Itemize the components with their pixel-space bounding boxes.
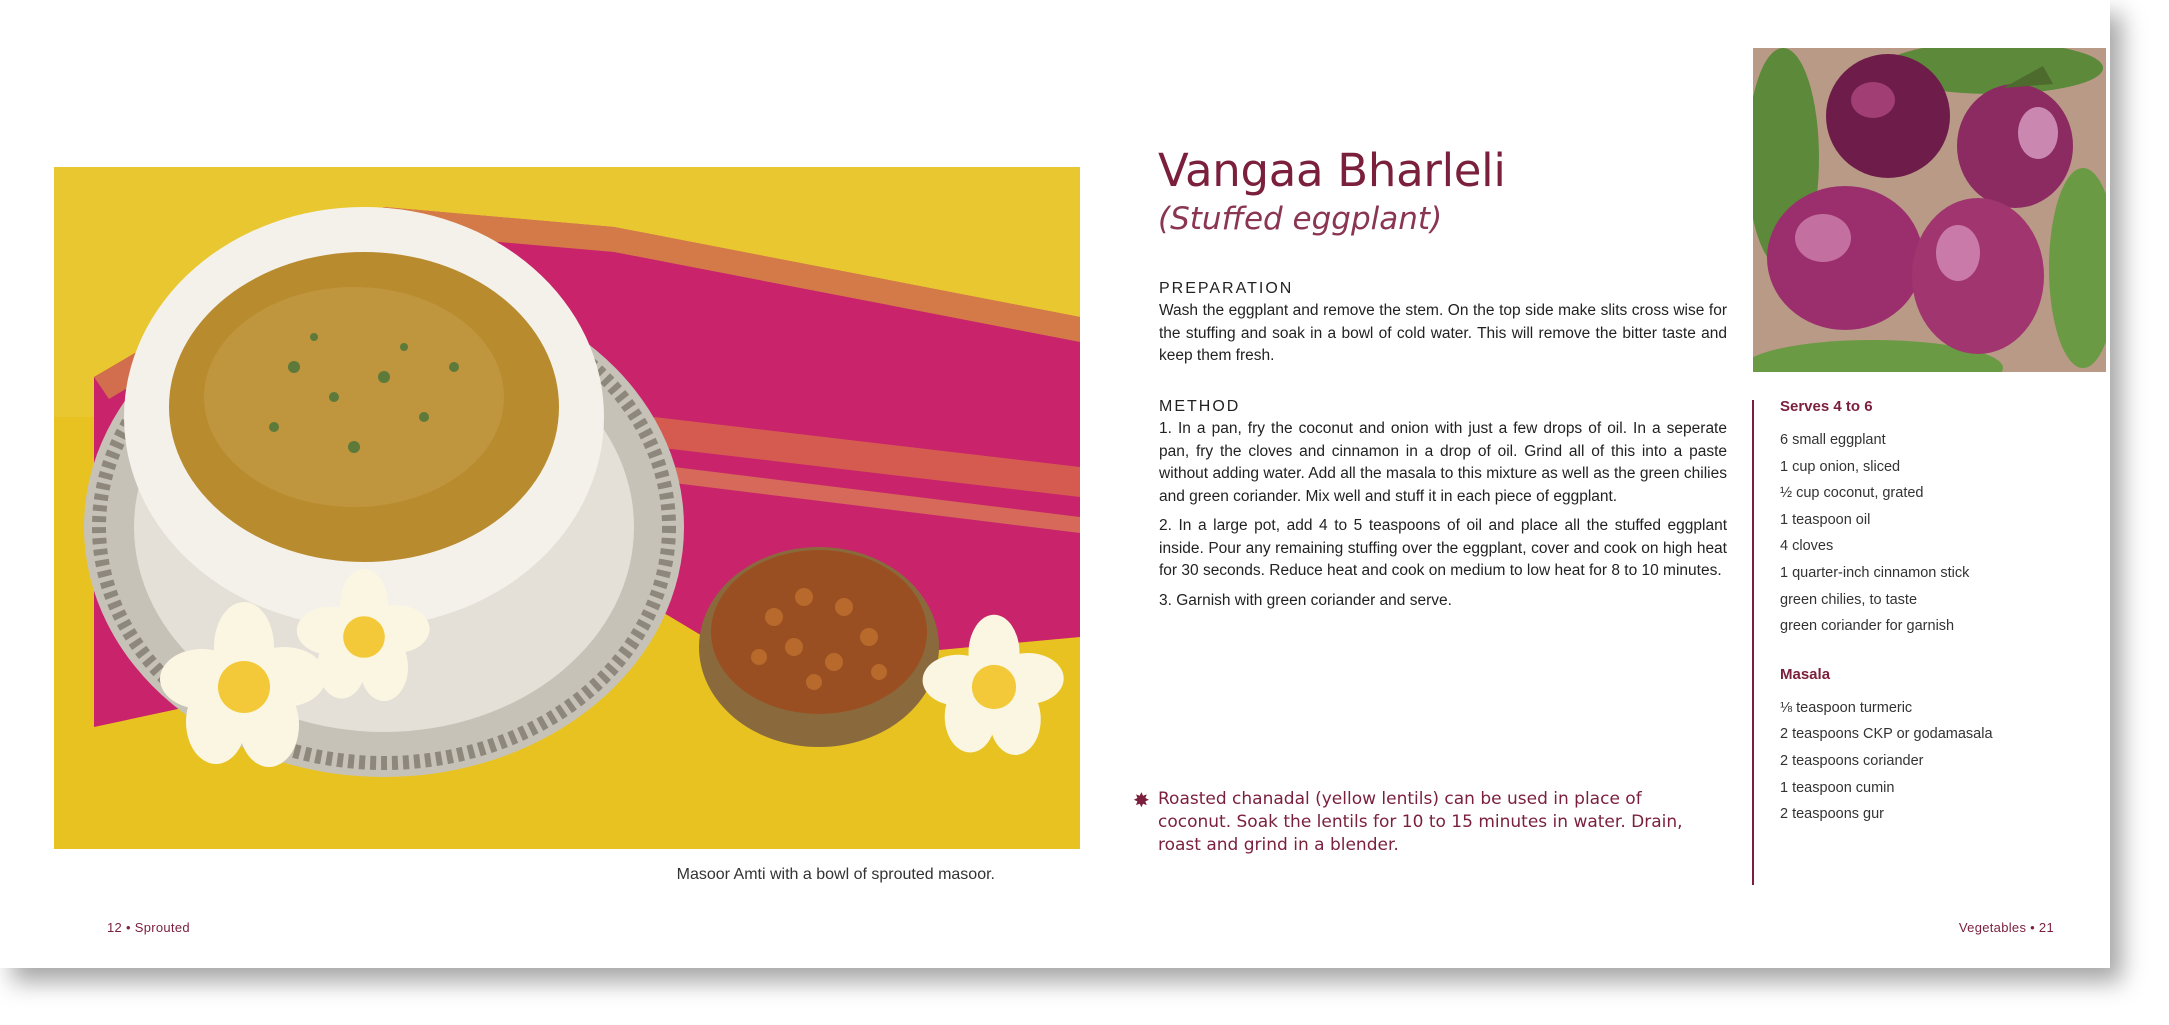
preparation-text: Wash the eggplant and remove the stem. On the top side make slits cross wise for the stuffing and soak in a bowl of cold water. This will remove the bitter taste and keep them fresh. xyxy=(1159,302,1727,364)
method-heading: METHOD xyxy=(1159,398,1241,415)
masala-list xyxy=(1780,695,2080,828)
masala-item: 2 teaspoons coriander xyxy=(1780,752,1924,769)
ingredient-item: green chilies, to taste xyxy=(1780,591,1918,608)
ingredient-item: 1 quarter-inch cinnamon stick xyxy=(1780,564,1970,581)
masala-item: 2 teaspoons gur xyxy=(1780,806,1884,823)
preparation-heading: PREPARATION xyxy=(1159,280,1294,297)
ingredient-item: 6 small eggplant xyxy=(1780,432,1886,448)
ingredient-item: green coriander for garnish xyxy=(1780,618,1955,635)
ingredients-list xyxy=(1780,427,2080,640)
eggplant-photo xyxy=(1753,48,2106,372)
folio-left: 12 • Sprouted xyxy=(107,920,190,935)
asterisk-icon: ✸ xyxy=(1133,790,1150,812)
recipe-note: Roasted chanadal (yellow lentils) can be used in place of coconut. Soak the lentils for 10 to 15 minutes in water. Drain, roast and grind in a blender. xyxy=(1158,789,1683,855)
masala-heading: Masala xyxy=(1780,665,1831,683)
method-step: 3. Garnish with green coriander and serve. xyxy=(1159,591,1452,609)
folio-right: Vegetables • 21 xyxy=(1958,920,2054,935)
photo-caption: Masoor Amti with a bowl of sprouted masoor. xyxy=(676,866,995,883)
recipe-title: Vangaa Bharleli xyxy=(1158,144,1506,197)
method-steps xyxy=(1159,418,1727,619)
ingredients-sidebar xyxy=(1780,398,2080,828)
method-step: 2. In a large pot, add 4 to 5 teaspoons of oil and place all the stuffed eggplant inside. Pour any remaining stuffing over the eggplant, cover and cook on high heat for 30 seconds. Reduce heat and cook on medium to low heat for 8 to 10 minutes. xyxy=(1159,517,1727,579)
ingredient-item: 1 cup onion, sliced xyxy=(1780,458,1901,475)
masala-item: 1 teaspoon cumin xyxy=(1780,779,1895,796)
masoor-amti-photo xyxy=(54,167,1080,849)
ingredient-item: ½ cup coconut, grated xyxy=(1780,485,1924,502)
masala-item: ⅛ teaspoon turmeric xyxy=(1780,699,1913,716)
ingredient-item: 4 cloves xyxy=(1780,538,1834,555)
serves-heading: Serves 4 to 6 xyxy=(1780,398,1873,415)
sidebar-divider xyxy=(1752,400,1754,885)
ingredient-item: 1 teaspoon oil xyxy=(1780,511,1871,528)
masala-item: 2 teaspoons CKP or godamasala xyxy=(1780,726,1993,743)
recipe-subtitle: (Stuffed eggplant) xyxy=(1158,201,1443,237)
method-step: 1. In a pan, fry the coconut and onion with just a few drops of oil. In a seperate pan, fry the cloves and cinnamon in a drop of oil. Grind all of this into a paste without adding water. Add all the masala to this mixture as well as the green chilies and green coriander. Mix well and stuff it in each piece of eggplant. xyxy=(1159,420,1727,505)
